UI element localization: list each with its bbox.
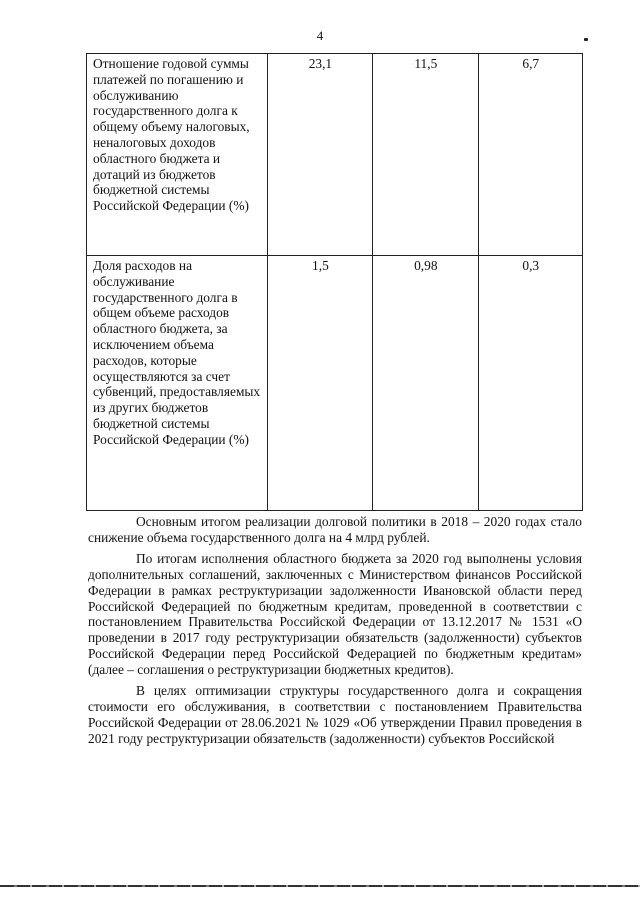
table-cell-value: 6,7 (478, 54, 582, 256)
table-cell-value: 0,3 (478, 256, 582, 511)
paragraph: В целях оптимизации структуры государственного долга и сокращения стоимости его обслуживания, в соответствии с постановлением Правительства Российской Федерации от 28.06.2021 № 1029 «Об утверждении Правил проведения в 2021 году реструктуризации обязательств (задолженности) субъектов Российской (88, 683, 582, 746)
paragraph: По итогам исполнения областного бюджета за 2020 год выполнены условия дополнительных соглашений, заключенных с Министерством финансов Российской Федерации в рамках реструктуризации задолженности Ивановской области перед Российской Федерацией по бюджетным кредитам, проведенной в соответствии с постановлением Правительства Российской Федерации от 13.12.2017 № 1531 «О проведении в 2017 году реструктуризации обязательств (задолженности) субъектов Российской Федерации перед Российской Федерацией по бюджетным кредитам» (далее – соглашения о реструктуризации бюджетных кредитов). (88, 550, 582, 678)
table-cell-value: 23,1 (267, 54, 372, 256)
table-row (87, 54, 583, 256)
page-number: 4 (316, 28, 324, 43)
table-cell-value: 11,5 (373, 54, 478, 256)
scan-edge (0, 885, 640, 887)
body-text (88, 514, 582, 752)
table-row (87, 256, 583, 511)
paragraph: Основным итогом реализации долговой политики в 2018 – 2020 годах стало снижение объема государственного долга на 4 млрд рублей. (88, 514, 582, 545)
table-cell-value: 1,5 (267, 256, 372, 511)
table-cell-value: 0,98 (373, 256, 478, 511)
table-cell-label: Отношение годовой суммы платежей по погашению и обслуживанию государственного долга к общему объему налоговых, неналоговых доходов областного бюджета и дотаций из бюджетов бюджетной системы Российской Федерации (%) (87, 54, 268, 256)
indicators-table (86, 53, 583, 511)
table-cell-label: Доля расходов на обслуживание государственного долга в общем объеме расходов областного бюджета, за исключением объема расходов, которые осуществляются за счет субвенций, предоставляемых из других бюджетов бюджетной системы Российской Федерации (%) (87, 256, 268, 511)
scan-mark (584, 38, 588, 41)
